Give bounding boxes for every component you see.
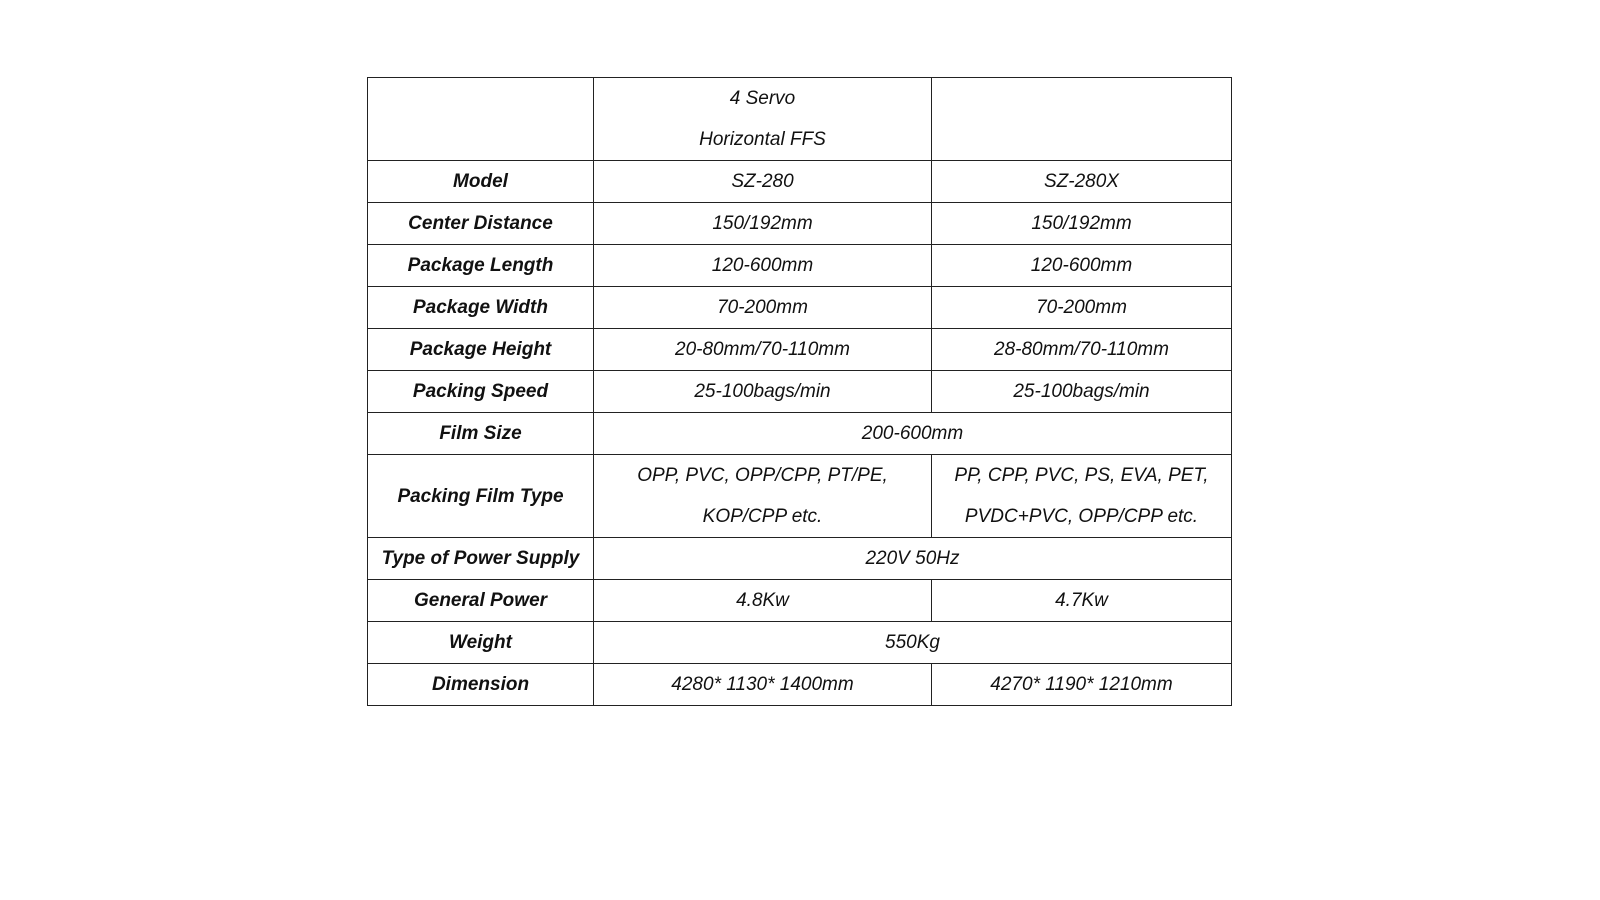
row-label-general-power: General Power: [368, 580, 594, 622]
cell-package-height-a: 20-80mm/70-110mm: [594, 329, 932, 371]
cell-package-height-b: 28-80mm/70-110mm: [932, 329, 1232, 371]
header-line-1: 4 Servo: [729, 88, 796, 109]
film-type-b-line-1: PP, CPP, PVC, PS, EVA, PET,: [954, 465, 1209, 486]
header-cell-machine-type: [594, 78, 932, 161]
cell-model-a: SZ-280: [594, 161, 932, 203]
table-row: [368, 455, 1232, 538]
film-type-a-line-1: OPP, PVC, OPP/CPP, PT/PE,: [637, 465, 888, 486]
cell-model-b: SZ-280X: [932, 161, 1232, 203]
row-label-film-size: Film Size: [368, 413, 594, 455]
table-row: [368, 538, 1232, 580]
cell-packing-speed-b: 25-100bags/min: [932, 371, 1232, 413]
row-label-model: Model: [368, 161, 594, 203]
cell-packing-film-type-a: [594, 455, 932, 538]
cell-package-width-a: 70-200mm: [594, 287, 932, 329]
film-type-b-line-2: PVDC+PVC, OPP/CPP etc.: [964, 506, 1199, 527]
cell-film-size: 200-600mm: [594, 413, 1232, 455]
header-row: [368, 78, 1232, 161]
row-label-package-width: Package Width: [368, 287, 594, 329]
cell-center-distance-a: 150/192mm: [594, 203, 932, 245]
table-row: [368, 580, 1232, 622]
row-label-dimension: Dimension: [368, 664, 594, 706]
table-row: [368, 664, 1232, 706]
row-label-power-supply: Type of Power Supply: [368, 538, 594, 580]
table-row: [368, 622, 1232, 664]
row-label-package-height: Package Height: [368, 329, 594, 371]
table-row: [368, 329, 1232, 371]
cell-package-length-a: 120-600mm: [594, 245, 932, 287]
row-label-packing-film-type: Packing Film Type: [368, 455, 594, 538]
header-empty-cell: [368, 78, 594, 161]
cell-weight: 550Kg: [594, 622, 1232, 664]
cell-dimension-b: 4270* 1190* 1210mm: [932, 664, 1232, 706]
cell-general-power-b: 4.7Kw: [932, 580, 1232, 622]
table-row: [368, 287, 1232, 329]
table-row: [368, 371, 1232, 413]
table-row: [368, 161, 1232, 203]
cell-package-width-b: 70-200mm: [932, 287, 1232, 329]
cell-packing-film-type-b: [932, 455, 1232, 538]
table-row: [368, 245, 1232, 287]
cell-packing-speed-a: 25-100bags/min: [594, 371, 932, 413]
cell-package-length-b: 120-600mm: [932, 245, 1232, 287]
row-label-center-distance: Center Distance: [368, 203, 594, 245]
row-label-package-length: Package Length: [368, 245, 594, 287]
cell-dimension-a: 4280* 1130* 1400mm: [594, 664, 932, 706]
table-row: [368, 413, 1232, 455]
film-type-a-line-2: KOP/CPP etc.: [702, 506, 823, 527]
row-label-weight: Weight: [368, 622, 594, 664]
header-cell-2: [932, 78, 1232, 161]
cell-general-power-a: 4.8Kw: [594, 580, 932, 622]
table-row: [368, 203, 1232, 245]
spec-table: [367, 77, 1232, 706]
row-label-packing-speed: Packing Speed: [368, 371, 594, 413]
cell-power-supply: 220V 50Hz: [594, 538, 1232, 580]
header-line-2: Horizontal FFS: [699, 129, 826, 150]
cell-center-distance-b: 150/192mm: [932, 203, 1232, 245]
